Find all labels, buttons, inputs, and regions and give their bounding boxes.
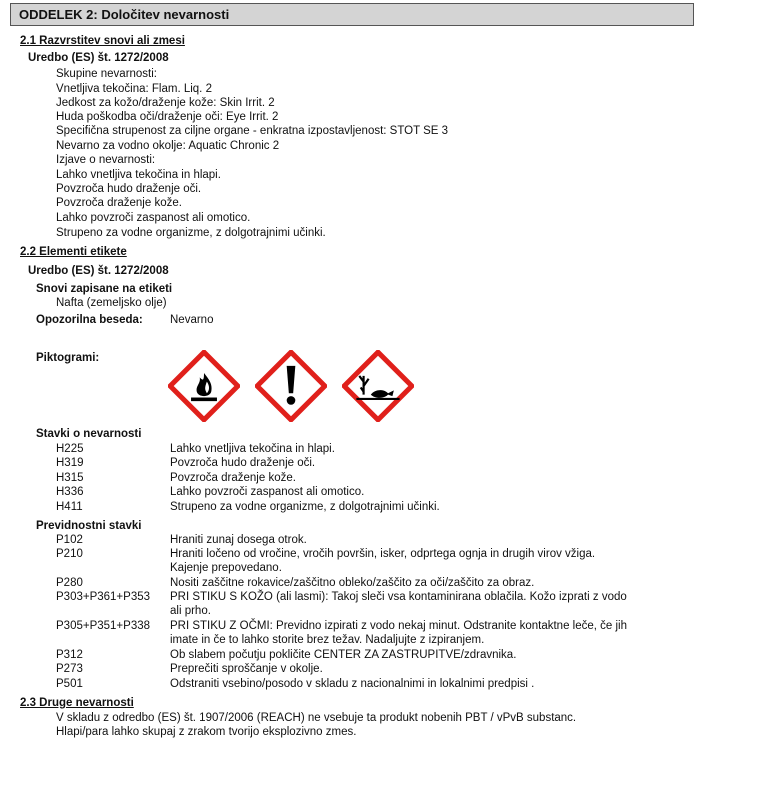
pictograms-label: Piktogrami: [36,352,100,364]
precaution-code: P501 [56,678,83,690]
precaution-text: PRI STIKU S KOŽO (ali lasmi): Takoj sleči vsa kontaminirana oblačila. Kožo izprati z vodo [170,591,627,603]
hazard-code: H315 [56,472,84,484]
signal-word-value: Nevarno [170,314,214,326]
other-hazards-line: Hlapi/para lahko skupaj z zrakom tvorijo eksplozivno zmes. [56,726,357,738]
classification-line: Jedkost za kožo/draženje kože: Skin Irrit. 2 [56,97,275,109]
precaution-code: P312 [56,649,83,661]
precaution-text: Nositi zaščitne rokavice/zaščitno obleko/zaščito za oči/zaščito za obraz. [170,577,535,589]
precaution-code: P303+P361+P353 [56,591,151,603]
precaution-text: Odstraniti vsebino/posodo v skladu z nacionalnimi in lokalnimi predpisi . [170,678,535,690]
heading-2-1: 2.1 Razvrstitev snovi ali zmesi [20,35,185,47]
precaution-code: P102 [56,534,83,546]
precaution-code: P280 [56,577,83,589]
exclamation-pictogram-icon [255,350,327,422]
precaution-text: ali prho. [170,605,211,617]
hazard-text: Povzroča draženje kože. [170,472,296,484]
hazard-code: H319 [56,457,84,469]
hazard-code: H336 [56,486,84,498]
classification-line: Specifična strupenost za ciljne organe - enkratna izpostavljenost: STOT SE 3 [56,125,449,137]
hazard-statements-heading: Stavki o nevarnosti [36,428,142,440]
classification-line: Nevarno za vodno okolje: Aquatic Chronic 2 [56,140,280,152]
precaution-text: Preprečiti sproščanje v okolje. [170,663,323,675]
classification-line: Vnetljiva tekočina: Flam. Liq. 2 [56,83,212,95]
precaution-code: P305+P351+P338 [56,620,151,632]
precaution-text: Ob slabem počutju pokličite CENTER ZA ZASTRUPITVE/zdravnika. [170,649,517,661]
precaution-text: Hraniti zunaj dosega otrok. [170,534,307,546]
precaution-code: P210 [56,548,83,560]
hazard-code: H411 [56,501,83,513]
label-substances-heading: Snovi zapisane na etiketi [36,283,173,295]
signal-word-label: Opozorilna beseda: [36,314,143,326]
hazard-text: Lahko povzroči zaspanost ali omotico. [170,486,365,498]
heading-2-3: 2.3 Druge nevarnosti [20,697,134,709]
regulation-2-1: Uredbo (ES) št. 1272/2008 [28,52,169,64]
classification-line: Izjave o nevarnosti: [56,154,156,166]
section-title: ODDELEK 2: Določitev nevarnosti [10,3,694,26]
classification-line: Lahko vnetljiva tekočina in hlapi. [56,169,221,181]
precaution-text: PRI STIKU Z OČMI: Previdno izpirati z vodo nekaj minut. Odstranite kontaktne leče, če jih [170,620,627,632]
classification-line: Huda poškodba oči/draženje oči: Eye Irrit. 2 [56,111,279,123]
classification-line: Povzroča draženje kože. [56,197,182,209]
hazard-text: Povzroča hudo draženje oči. [170,457,316,469]
hazard-text: Lahko vnetljiva tekočina in hlapi. [170,443,335,455]
other-hazards-line: V skladu z odredbo (ES) št. 1907/2006 (REACH) ne vsebuje ta produkt nobenih PBT / vPvB substanc. [56,712,577,724]
precaution-text: Hraniti ločeno od vročine, vročih površin, isker, odprtega ognja in drugih virov vžiga. [170,548,596,560]
hazard-code: H225 [56,443,84,455]
precaution-text: Kajenje prepovedano. [170,562,282,574]
hazard-text: Strupeno za vodne organizme, z dolgotrajnimi učinki. [170,501,440,513]
label-substance: Nafta (zemeljsko olje) [56,297,167,309]
precautionary-statements-heading: Previdnostni stavki [36,520,142,532]
classification-line: Strupeno za vodne organizme, z dolgotrajnimi učinki. [56,227,326,239]
precaution-code: P273 [56,663,83,675]
classification-line: Skupine nevarnosti: [56,68,158,80]
regulation-2-2: Uredbo (ES) št. 1272/2008 [28,265,169,277]
precaution-text: imate in če to lahko storite brez težav. Nadaljujte z izpiranjem. [170,634,485,646]
flame-pictogram-icon [168,350,240,422]
classification-line: Lahko povzroči zaspanost ali omotico. [56,212,251,224]
environment-pictogram-icon [342,350,414,422]
heading-2-2: 2.2 Elementi etikete [20,246,127,258]
classification-line: Povzroča hudo draženje oči. [56,183,202,195]
